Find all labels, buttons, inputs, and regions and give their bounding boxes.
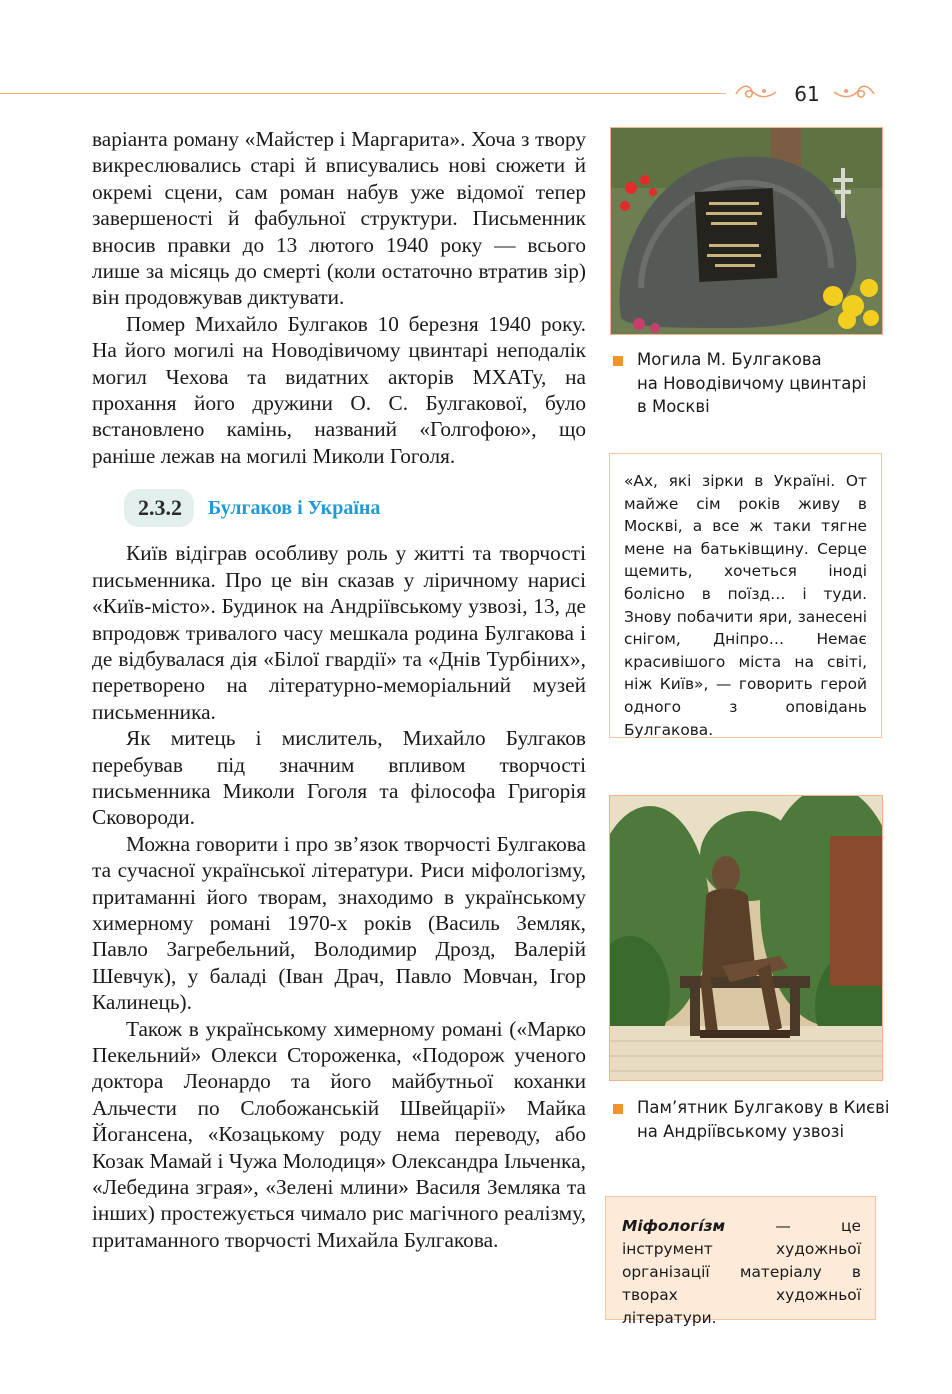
monument-photo bbox=[609, 795, 883, 1081]
definition-box bbox=[605, 1196, 876, 1327]
monument-caption bbox=[637, 1096, 889, 1143]
definition-text: — це інструмент художньої організації матеріалу в творах художньої літератури. bbox=[622, 1217, 861, 1327]
caption-bullet bbox=[613, 1104, 623, 1114]
caption-line: на Новодівичому цвинтарі bbox=[637, 373, 867, 393]
paragraph: Помер Михайло Булгаков 10 березня 1940 року. На його могилі на Новодівичому цвинтарі неподалік могил Чехова та видатних акторів МХАТу, на прохання його дружини О. С. Булгакової, було встановлено камінь, названий «Голгофою», що раніше лежав на могилі Миколи Гоголя. bbox=[92, 311, 586, 468]
caption-line: на Андріївському узвозі bbox=[637, 1121, 845, 1141]
quote-text: «Ах, які зірки в Україні. От майже сім років живу в Москві, а все ж таки тягне мене на батьківщину. Серце щемить, хочеться іноді болісно в поїзд… і туди. Знову побачити яри, занесені снігом, Дніпро… Немає красивішого міста на світі, ніж Київ», — говорить герой одного з оповідань Булгакова. bbox=[624, 472, 867, 739]
left-ornament-icon bbox=[734, 82, 778, 104]
header-rule bbox=[0, 93, 726, 94]
grave-photo bbox=[610, 127, 883, 335]
paragraph: Як митець і мислитель, Михайло Булгаков перебував під значним впливом творчості письменника Миколи Гоголя та філософа Григорія Сковороди. bbox=[92, 726, 586, 830]
grave-caption bbox=[637, 348, 866, 419]
right-ornament-icon bbox=[832, 82, 876, 104]
paragraph: Київ відіграв особливу роль у житті та творчості письменника. Про це він сказав у ліричному нарисі «Київ-місто». Будинок на Андріївському узвозі, 13, де впродовж тривалого часу мешкала родина Булгакова і де відбувалася дія «Білої гвардії» та «Днів Турбіних», перетворено на літературно-меморіальний музей письменника. bbox=[92, 541, 586, 724]
main-text-column bbox=[92, 126, 586, 1253]
paragraph: Також в українському химерному романі («Марко Пекельний» Олекси Стороженка, «Подорож ученого доктора Леонардо та його майбутньої коханки Альчести по Слобожанській Швейцарії» Майка Йогансена, «Козацькому роду нема переводу, або Козак Мамай і Чужа Молодиця» Олександра Ільченка, «Лебедина зграя», «Зелені млини» Василя Земляка та інших) простежується чимало рис магічного реалізму, притаманного творчості Михайла Булгакова. bbox=[92, 1016, 586, 1252]
caption-line: Могила М. Булгакова bbox=[637, 350, 822, 369]
page-number: 61 bbox=[794, 82, 820, 106]
paragraph: Можна говорити і про зв’язок творчості Булгакова та сучасної української літератури. Риси міфологізму, притаманні його творам, знаходимо в українському химерному романі 1970-х років (Василь Земляк, Павло Загребельний, Володимир Дрозд, Валерій Шевчук), у баладі (Іван Драч, Павло Мовчан, Ігор Калинець). bbox=[92, 831, 586, 1015]
paragraph: варіанта роману «Майстер і Маргарита». Хоча з твору викреслювались старі й вписувались нові сюжети й окремі сцени, сам роман набув уже відомої тепер завершеності й фабульної структури. Письменник вносив правки до 13 лютого 1940 року — всього лише за місяць до смерті (коли остаточно втратив зір) він продовжував диктувати. bbox=[92, 127, 586, 310]
quote-box bbox=[609, 453, 882, 738]
definition-term: Міфологі́зм bbox=[622, 1217, 726, 1235]
section-heading bbox=[124, 489, 586, 527]
caption-line: в Москві bbox=[637, 397, 710, 416]
caption-line: Пам’ятник Булгакову в Києві bbox=[637, 1098, 890, 1117]
caption-bullet bbox=[613, 356, 623, 366]
section-title: Булгаков і Україна bbox=[208, 497, 381, 520]
section-number: 2.3.2 bbox=[124, 489, 194, 527]
